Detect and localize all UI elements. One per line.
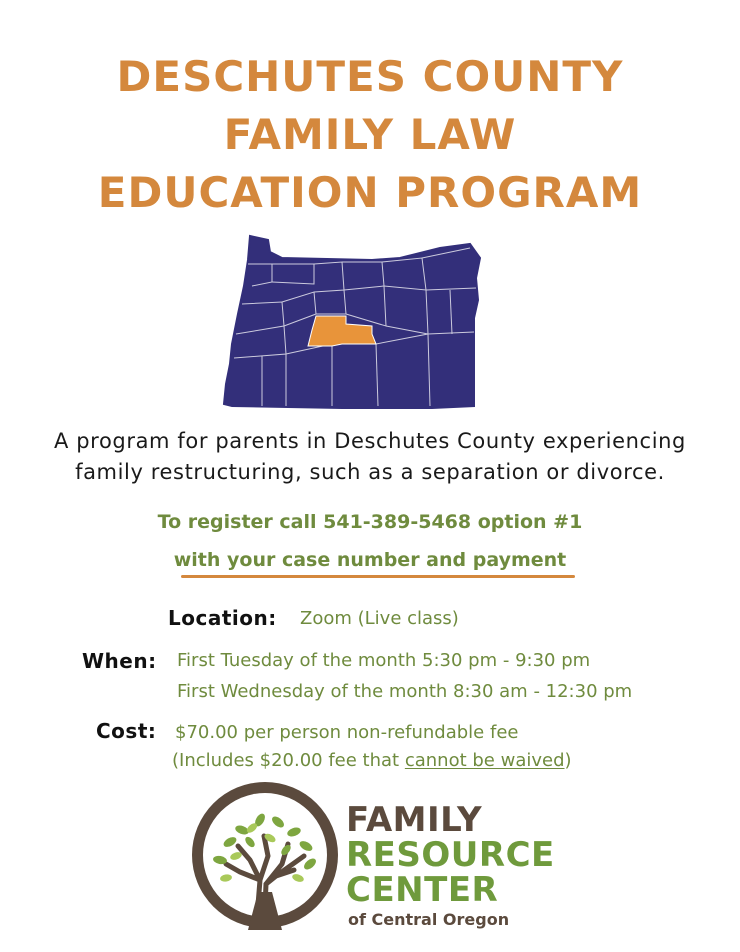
when-label: When: <box>82 649 157 673</box>
intro-line-2: family restructuring, such as a separation or divorce. <box>75 460 665 484</box>
title-line-1: DESCHUTES COUNTY <box>116 52 624 101</box>
register-requirements-text: with your case number and payment <box>173 549 567 571</box>
cost-line-2-suffix: ) <box>564 750 572 771</box>
register-underline <box>181 575 575 578</box>
register-phone-text: To register call 541-389-5468 option #1 <box>157 511 583 533</box>
oregon-county-map-icon <box>222 234 484 412</box>
cost-line-2-prefix: (Includes $20.00 fee that <box>172 750 405 771</box>
when-line-1: First Tuesday of the month 5:30 pm - 9:30 pm <box>177 650 591 671</box>
cost-line-2 <box>172 750 572 771</box>
title-line-2: FAMILY LAW <box>223 110 517 159</box>
when-line-2: First Wednesday of the month 8:30 am - 12:30 pm <box>177 681 633 702</box>
flyer-title <box>0 48 740 222</box>
logo-line-center: CENTER <box>346 870 499 910</box>
cost-line-1: $70.00 per person non-refundable fee <box>175 722 519 743</box>
logo-line-resource: RESOURCE <box>346 835 555 875</box>
intro-line-1: A program for parents in Deschutes County experiencing <box>54 429 686 453</box>
logo-line-family: FAMILY <box>346 800 483 840</box>
cost-not-waived-text: cannot be waived <box>404 750 565 771</box>
cost-label: Cost: <box>96 719 157 743</box>
location-value: Zoom (Live class) <box>300 608 459 629</box>
logo-line-tagline: of Central Oregon <box>348 910 510 929</box>
tree-logo-icon <box>190 780 340 930</box>
intro-paragraph <box>0 426 740 488</box>
location-label: Location: <box>168 606 277 630</box>
title-line-3: EDUCATION PROGRAM <box>97 168 643 217</box>
